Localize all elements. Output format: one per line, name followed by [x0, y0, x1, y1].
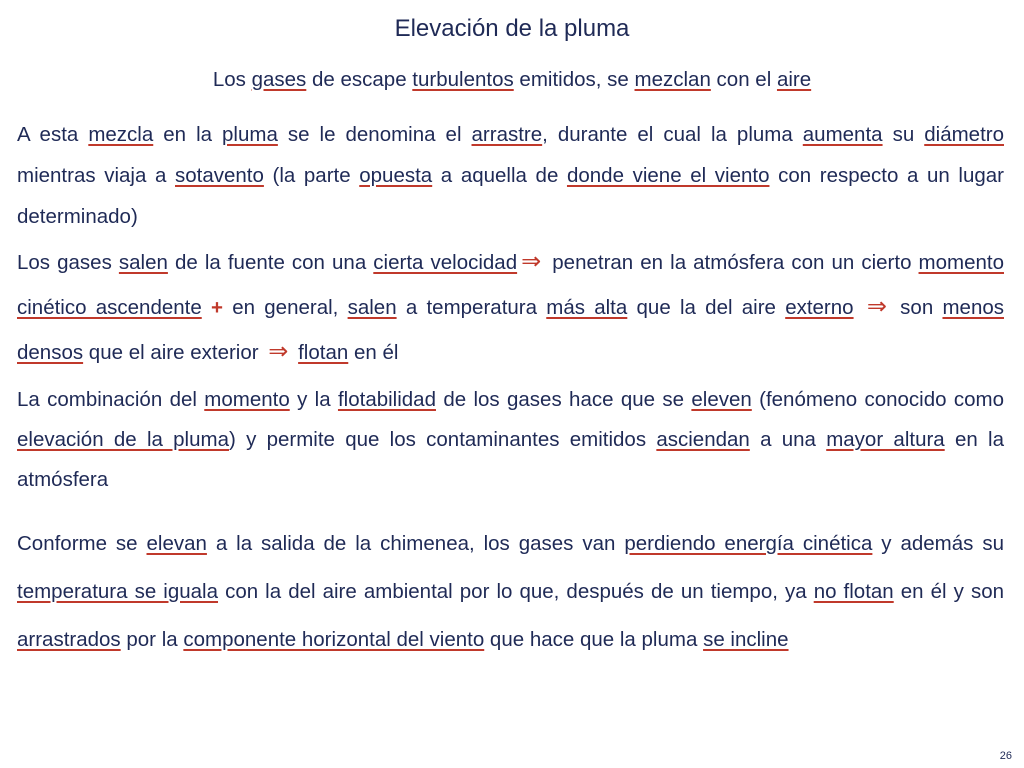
text-segment: a temperatura — [396, 296, 547, 319]
text-segment: de escape — [306, 68, 413, 91]
text-segment: en la — [153, 123, 223, 146]
page-number: 26 — [999, 750, 1012, 762]
text-segment: (fenómeno conocido como — [751, 388, 1005, 411]
underlined-term: pluma — [222, 123, 278, 146]
underlined-term: flotabilidad — [337, 388, 436, 411]
underlined-term: perdiendo energía cinética — [624, 532, 873, 555]
text-segment: que la del aire — [627, 296, 786, 319]
underlined-term: aumenta — [802, 123, 883, 146]
text-segment: a aquella de — [432, 164, 567, 187]
text-segment: mientras viaja a — [17, 164, 175, 187]
implies-arrow-icon: ⇒ — [268, 338, 289, 365]
underlined-term: asciendan — [656, 428, 750, 451]
paragraph-flotabilidad — [17, 380, 1004, 500]
text-segment: con la del aire ambiental por lo que, después de un tiempo, ya — [218, 580, 814, 603]
underlined-term: donde viene el viento — [566, 164, 770, 187]
slide-title: Elevación de la pluma — [394, 15, 630, 42]
text-segment: ) y permite que los contaminantes emitidos — [229, 428, 657, 451]
underlined-term: mezclan — [634, 68, 711, 91]
underlined-term: mezcla — [88, 123, 154, 146]
underlined-term: componente horizontal del viento — [183, 628, 485, 651]
underlined-term: gases — [251, 68, 307, 91]
text-segment: en él — [348, 341, 399, 364]
underlined-term: flotan — [298, 341, 349, 364]
text-segment: de los gases hace que se — [435, 388, 692, 411]
underlined-term: turbulentos — [412, 68, 514, 91]
text-segment: en general, — [222, 296, 348, 319]
text-segment: su — [882, 123, 925, 146]
text-segment: que hace que la pluma — [484, 628, 704, 651]
text-segment: y la — [289, 388, 338, 411]
paragraph-velocidad — [17, 240, 1004, 375]
text-segment: en él y son — [893, 580, 1004, 603]
text-segment: Los gases — [17, 251, 119, 274]
underlined-term: menos densos — [17, 296, 1004, 364]
underlined-term: elevan — [146, 532, 207, 555]
underlined-term: sotavento — [175, 164, 264, 187]
underlined-term: diámetro — [924, 123, 1004, 146]
text-segment: en la atmósfera — [17, 428, 1004, 491]
text-segment: con respecto a un lugar determinado) — [17, 164, 1004, 228]
text-segment: Los — [212, 68, 252, 91]
underlined-term: salen — [347, 296, 397, 319]
slide-subtitle — [0, 66, 1024, 94]
text-segment: , durante el cual la pluma — [542, 123, 803, 146]
underlined-term: cierta velocidad — [373, 251, 518, 274]
underlined-term: opuesta — [359, 164, 433, 187]
text-segment: a una — [749, 428, 827, 451]
paragraph-inclinacion — [17, 520, 1004, 664]
text-segment: A esta — [17, 123, 89, 146]
text-segment: y además su — [872, 532, 1004, 555]
implies-arrow-icon: ⇒ — [866, 293, 887, 320]
text-segment: con el — [710, 68, 777, 91]
text-segment: a la salida de la chimenea, los gases van — [206, 532, 625, 555]
underlined-term: más alta — [546, 296, 628, 319]
underlined-term: externo — [785, 296, 854, 319]
text-segment: La combinación del — [17, 388, 205, 411]
paragraph-arrastre — [17, 114, 1004, 237]
text-segment: por la — [120, 628, 184, 651]
text-segment: se le denomina el — [277, 123, 472, 146]
underlined-term: elevación de la pluma — [17, 428, 229, 451]
text-segment: que el aire exterior — [83, 341, 265, 364]
text-segment: son — [890, 296, 943, 319]
underlined-term: arrastrados — [17, 628, 121, 651]
underlined-term: momento — [204, 388, 290, 411]
text-segment: penetran en la atmósfera con un cierto — [545, 251, 919, 274]
underlined-term: se incline — [703, 628, 789, 651]
underlined-term: eleven — [691, 388, 752, 411]
underlined-term: momento cinético ascendente — [17, 251, 1004, 319]
underlined-term: salen — [118, 251, 168, 274]
text-segment: (la parte — [263, 164, 360, 187]
underlined-term: mayor altura — [826, 428, 945, 451]
text-segment: de la fuente con una — [167, 251, 374, 274]
text-segment: Conforme se — [17, 532, 147, 555]
underlined-term: no flotan — [813, 580, 894, 603]
plus-sign: + — [211, 296, 223, 319]
underlined-term: arrastre — [471, 123, 543, 146]
underlined-term: aire — [776, 68, 812, 91]
text-segment: emitidos, se — [513, 68, 635, 91]
implies-arrow-icon: ⇒ — [521, 248, 542, 275]
underlined-term: temperatura se iguala — [17, 580, 219, 603]
